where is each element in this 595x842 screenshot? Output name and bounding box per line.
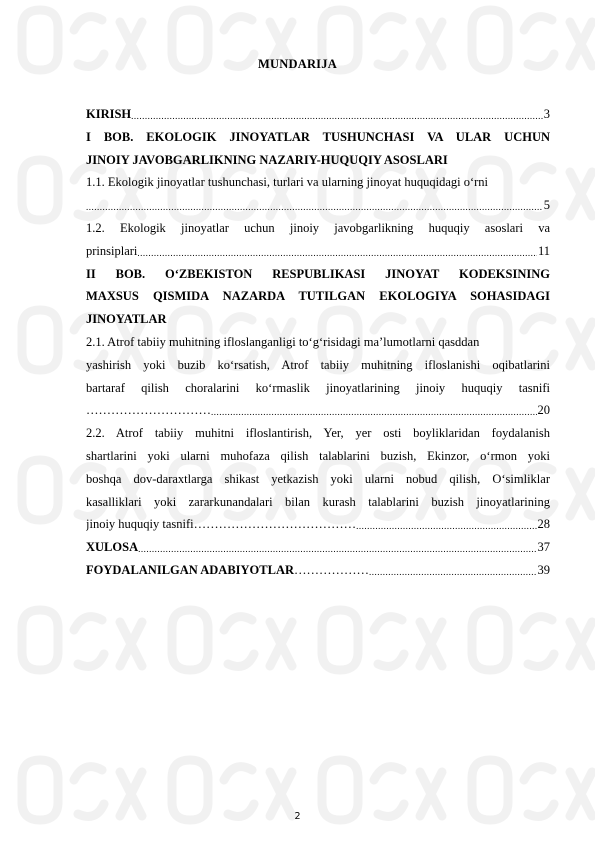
toc-page-number: 37 xyxy=(537,540,550,555)
dot-leader xyxy=(369,559,536,582)
toc-section-2-2-line-3[interactable]: boshqa dov-daraxtlarga shikast yetkazish yoki ularni nobud qilish, O‘simliklar xyxy=(86,471,550,486)
toc-entry-label: prinsiplari xyxy=(86,243,138,258)
toc-page-number: 3 xyxy=(543,107,550,121)
toc-entry-label: jinoiy huquqiy tasnifi xyxy=(86,517,194,532)
toc-section-2-2-line-1[interactable]: 2.2. Atrof tabiiy muhitni ifloslantirish, Yer, yer osti boyliklaridan foydalanish xyxy=(86,426,550,441)
toc-section-2-2-line-5[interactable] xyxy=(86,513,550,536)
toc-section-2-1-line-1[interactable]: 2.1. Atrof tabiiy muhitning ifloslanganligi to‘g‘risidagi ma’lumotlarni qasddan xyxy=(86,334,480,349)
toc-section-1-2-line-2[interactable] xyxy=(86,240,550,263)
dot-leader xyxy=(86,194,543,217)
dot-leader xyxy=(211,399,537,422)
toc-chapter-2-line-3[interactable]: JINOYATLAR xyxy=(86,312,167,327)
dot-leader xyxy=(137,240,537,263)
toc-section-2-1-line-2[interactable]: yashirish yoki buzib ko‘rsatish, Atrof tabiiy muhitning ifloslanishi oqibatlarini xyxy=(86,357,550,372)
toc-title: MUNDARIJA xyxy=(258,57,337,71)
toc-chapter-2-line-2[interactable]: MAXSUS QISMIDA NAZARDA TUTILGAN EKOLOGIYA SOHASIDAGI xyxy=(86,289,550,304)
toc-page-number: 28 xyxy=(537,517,550,532)
toc-entry-label: XULOSA xyxy=(86,540,139,555)
toc-entry-references[interactable] xyxy=(86,559,550,582)
toc-section-2-1-line-3[interactable]: bartaraf qilish choralarini ko‘rmaslik jinoyatlarining jinoiy huquqiy tasnifi xyxy=(86,380,550,395)
table-of-contents xyxy=(86,103,550,582)
toc-section-1-1-line-1[interactable]: 1.1. Ekologik jinoyatlar tushunchasi, turlari va ularning jinoyat huquqidagi o‘rni xyxy=(86,175,489,190)
toc-page-number: 39 xyxy=(537,562,550,577)
toc-entry-label: KIRISH xyxy=(86,107,132,121)
toc-entry-label: FOYDALANILGAN ADABIYOTLAR xyxy=(86,562,295,577)
toc-chapter-2-line-1[interactable]: II BOB. O‘ZBEKISTON RESPUBLIKASI JINOYAT KODEKSINING xyxy=(86,266,550,281)
dot-leader xyxy=(356,513,536,536)
ellipsis-leader: ……………… xyxy=(294,562,370,577)
ellipsis-leader: ………………………… xyxy=(86,403,211,418)
toc-section-1-2-line-1[interactable]: 1.2. Ekologik jinoyatlar uchun jinoiy javobgarlikning huquqiy asoslari va xyxy=(86,220,550,235)
toc-section-1-1-leader[interactable] xyxy=(86,194,550,217)
toc-chapter-1-line-1[interactable]: I BOB. EKOLOGIK JINOYATLAR TUSHUNCHASI VA ULAR UCHUN xyxy=(86,129,550,144)
toc-section-2-1-leader[interactable] xyxy=(86,399,550,422)
toc-section-2-2-line-2[interactable]: shartlarini yoki ularni muhofaza qilish talablarini buzish, Ekinzor, o‘rmon yoki xyxy=(86,448,550,463)
dot-leader xyxy=(131,103,543,126)
toc-chapter-1-line-2[interactable]: JINOIY JAVOBGARLIKNING NAZARIY-HUQUQIY ASOSLARI xyxy=(86,152,448,167)
dot-leader xyxy=(138,536,536,559)
toc-page-number: 11 xyxy=(537,243,550,258)
ellipsis-leader: ………………………………… xyxy=(193,517,357,532)
toc-entry-xulosa[interactable] xyxy=(86,536,550,559)
page-number: 2 xyxy=(294,811,301,822)
toc-page-number: 5 xyxy=(543,198,550,213)
toc-page-number: 20 xyxy=(537,403,550,418)
toc-section-2-2-line-4[interactable]: kasalliklari yoki zararkunandalari bilan kurash talablarini buzish jinoyatlarining xyxy=(86,494,550,509)
toc-entry-kirish[interactable] xyxy=(86,103,550,126)
